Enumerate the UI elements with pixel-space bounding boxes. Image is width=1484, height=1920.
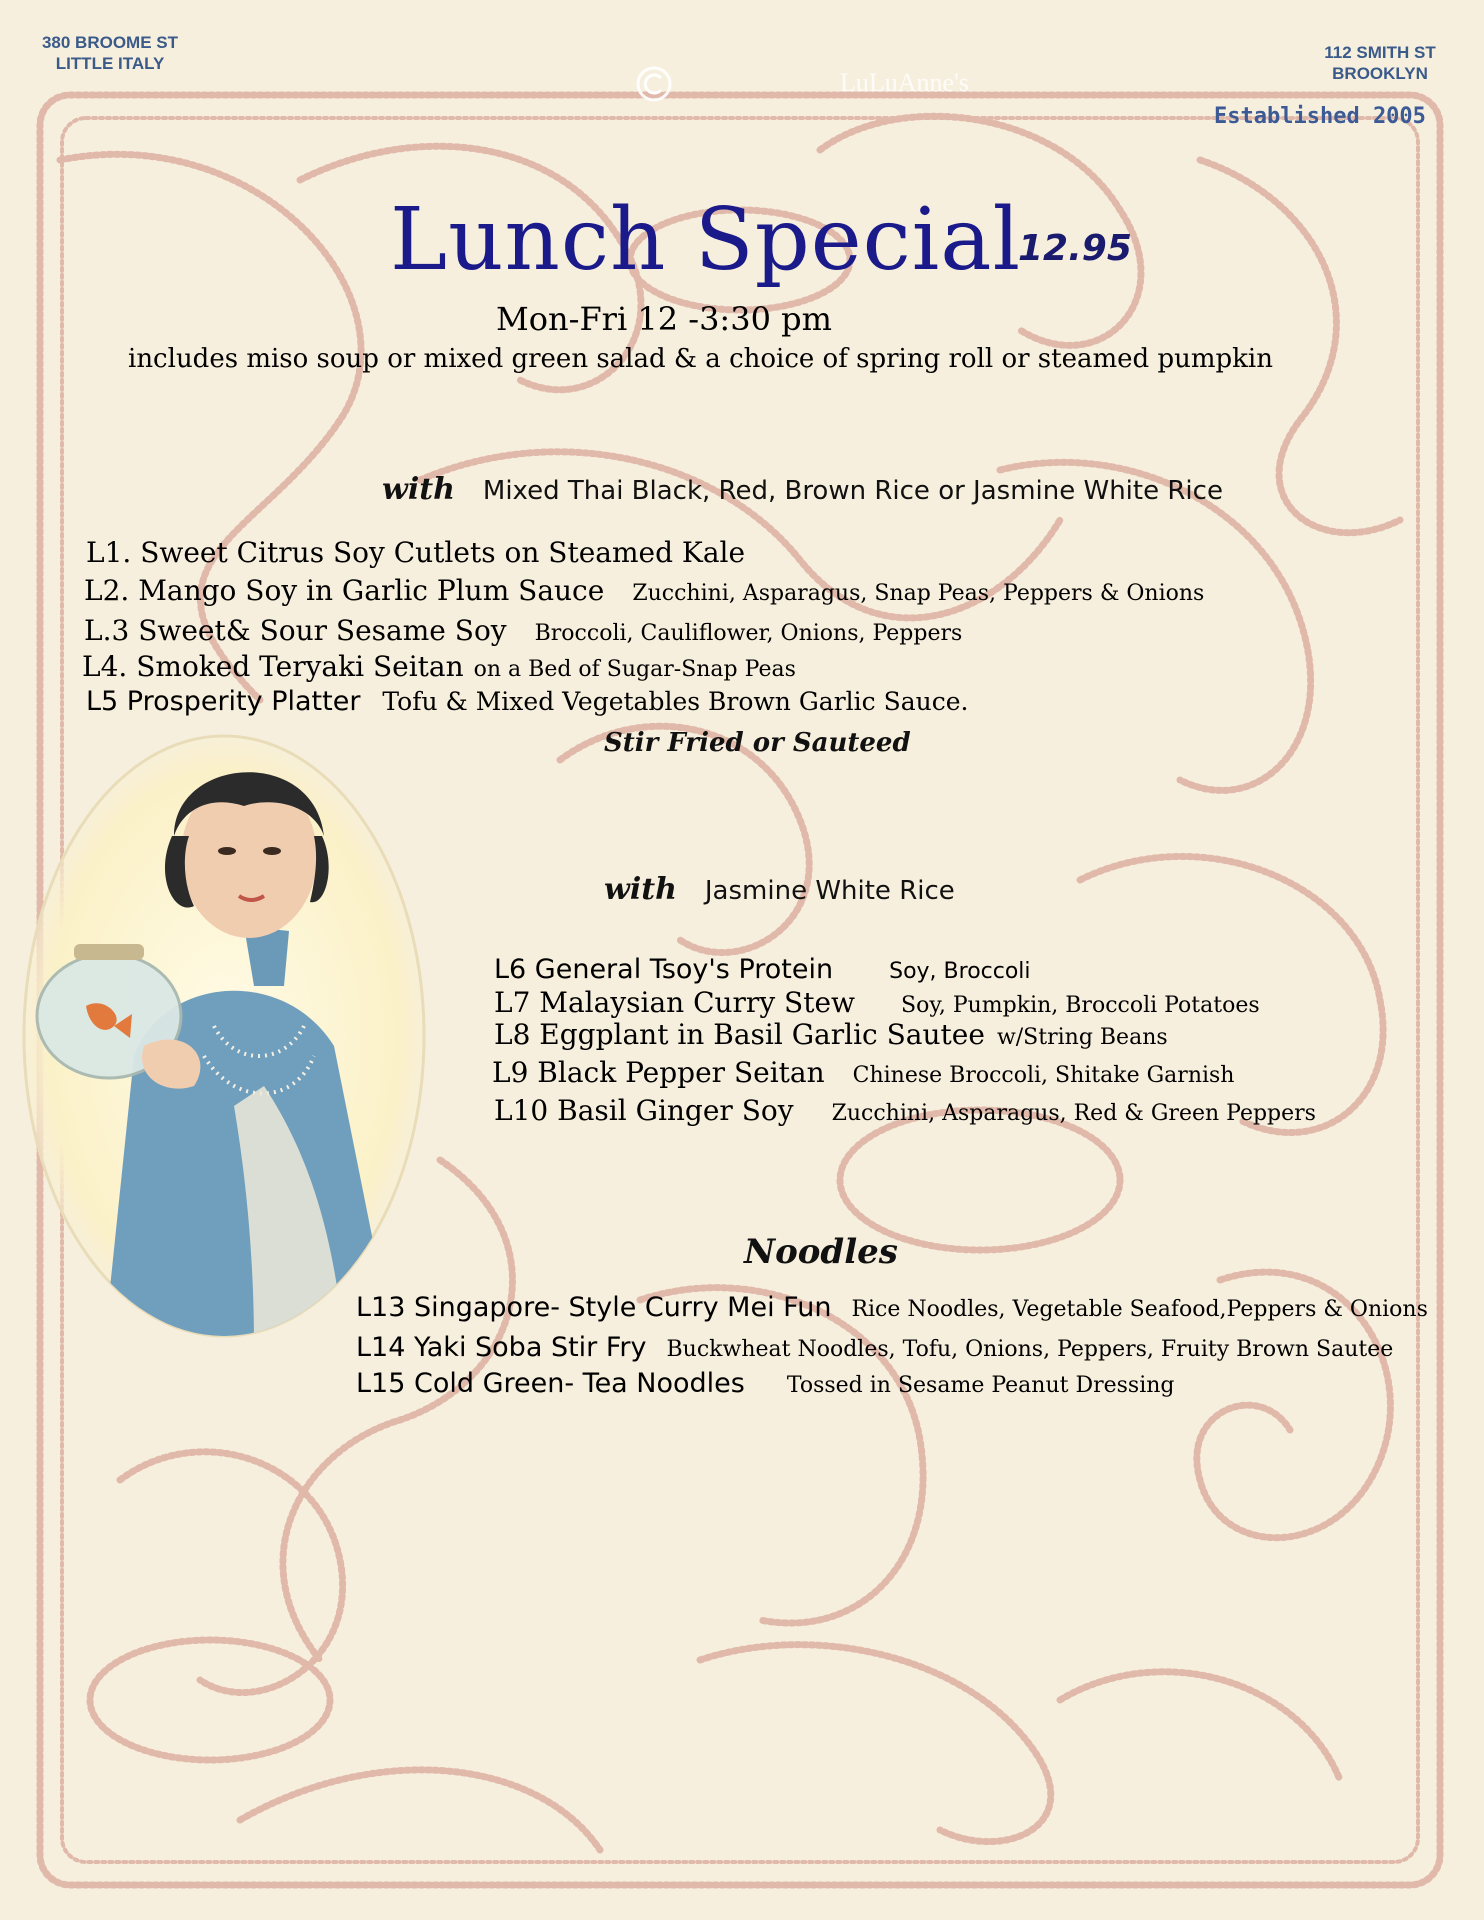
- cooking-style-note: Stir Fried or Sauteed: [604, 728, 911, 758]
- noodles-section-title: Noodles: [744, 1232, 898, 1272]
- menu-item-desc: Chinese Broccoli, Shitake Garnish: [852, 1063, 1235, 1088]
- menu-item-name: L4. Smoked Teryaki Seitan: [82, 650, 464, 683]
- menu-item-desc: Broccoli, Cauliflower, Onions, Peppers: [534, 621, 963, 646]
- menu-item-desc: on a Bed of Sugar-Snap Peas: [473, 657, 796, 682]
- menu-item-desc: Tossed in Sesame Peanut Dressing: [786, 1373, 1175, 1398]
- menu-item-desc: Rice Noodles, Vegetable Seafood,Peppers & Onions: [851, 1297, 1428, 1322]
- menu-item-name: L15 Cold Green- Tea Noodles: [356, 1368, 745, 1399]
- menu-item-name: L6 General Tsoy's Protein: [494, 954, 834, 985]
- menu-item-l8: [494, 1018, 1168, 1051]
- price-label: 12.95: [1018, 228, 1132, 269]
- logo-c-icon: [634, 64, 674, 104]
- portrait-illustration: [14, 726, 434, 1346]
- hours-label: Mon-Fri 12 -3:30 pm: [496, 300, 832, 338]
- menu-item-l9: [492, 1056, 1234, 1089]
- includes-text: includes miso soup or mixed green salad & a choice of spring roll or steamed pumpkin: [128, 344, 1273, 374]
- menu-item-name: L8 Eggplant in Basil Garlic Sautee: [494, 1018, 985, 1051]
- section1-rice-label: Mixed Thai Black, Red, Brown Rice or Jasmine White Rice: [482, 476, 1223, 506]
- menu-item-desc: Soy, Pumpkin, Broccoli Potatoes: [901, 993, 1260, 1018]
- menu-item-name: L10 Basil Ginger Soy: [494, 1094, 794, 1127]
- menu-item-l14: [356, 1332, 1393, 1363]
- section1-with-label: with: [382, 472, 455, 507]
- menu-item-l7: [494, 986, 1260, 1019]
- menu-item-l15: [356, 1368, 1175, 1399]
- restaurant-name-watermark: LuLuAnne's: [840, 68, 969, 97]
- section2-rice-label: Jasmine White Rice: [704, 876, 955, 906]
- menu-item-desc: Zucchini, Asparagus, Snap Peas, Peppers & Onions: [632, 581, 1205, 606]
- section2-with-label: with: [604, 872, 677, 907]
- menu-item-name: L.3 Sweet& Sour Sesame Soy: [84, 614, 507, 647]
- menu-item-name: L14 Yaki Soba Stir Fry: [356, 1332, 647, 1363]
- menu-item-l13: [356, 1292, 1428, 1323]
- menu-item-desc: Buckwheat Noodles, Tofu, Onions, Peppers, Fruity Brown Sautee: [666, 1337, 1394, 1362]
- menu-item-l6: [494, 954, 1031, 985]
- menu-item-desc: Zucchini, Asparagus, Red & Green Peppers: [831, 1101, 1316, 1126]
- address-right-street: 112 SMITH ST: [1324, 43, 1436, 62]
- address-left: [30, 32, 190, 74]
- menu-item-name: L7 Malaysian Curry Stew: [494, 986, 856, 1019]
- menu-item-l3: [84, 614, 962, 647]
- menu-item-l5: [86, 686, 968, 717]
- menu-item-name: L2. Mango Soy in Garlic Plum Sauce: [84, 574, 605, 607]
- menu-item-name: L1. Sweet Citrus Soy Cutlets on Steamed Kale: [86, 536, 746, 569]
- page-title: Lunch Special: [390, 190, 1022, 290]
- menu-item-l1: [86, 536, 745, 569]
- menu-item-l2: [84, 574, 1204, 607]
- menu-item-l10: [494, 1094, 1316, 1127]
- menu-item-l4: [82, 650, 796, 683]
- menu-item-desc: Tofu & Mixed Vegetables Brown Garlic Sauce.: [382, 687, 969, 716]
- menu-item-name: L13 Singapore- Style Curry Mei Fun: [356, 1292, 832, 1323]
- address-left-area: LITTLE ITALY: [55, 54, 165, 73]
- menu-item-desc: w/String Beans: [996, 1025, 1168, 1050]
- address-left-street: 380 BROOME ST: [41, 33, 179, 52]
- menu-item-desc: Soy, Broccoli: [889, 959, 1031, 984]
- section1-header: [382, 472, 1223, 507]
- menu-item-name: L9 Black Pepper Seitan: [492, 1056, 825, 1089]
- established-year: Established 2005: [1214, 104, 1426, 129]
- section2-header: [604, 872, 955, 907]
- address-right: [1300, 42, 1460, 84]
- address-right-area: BROOKLYN: [1332, 64, 1428, 83]
- menu-item-name: L5 Prosperity Platter: [86, 686, 361, 717]
